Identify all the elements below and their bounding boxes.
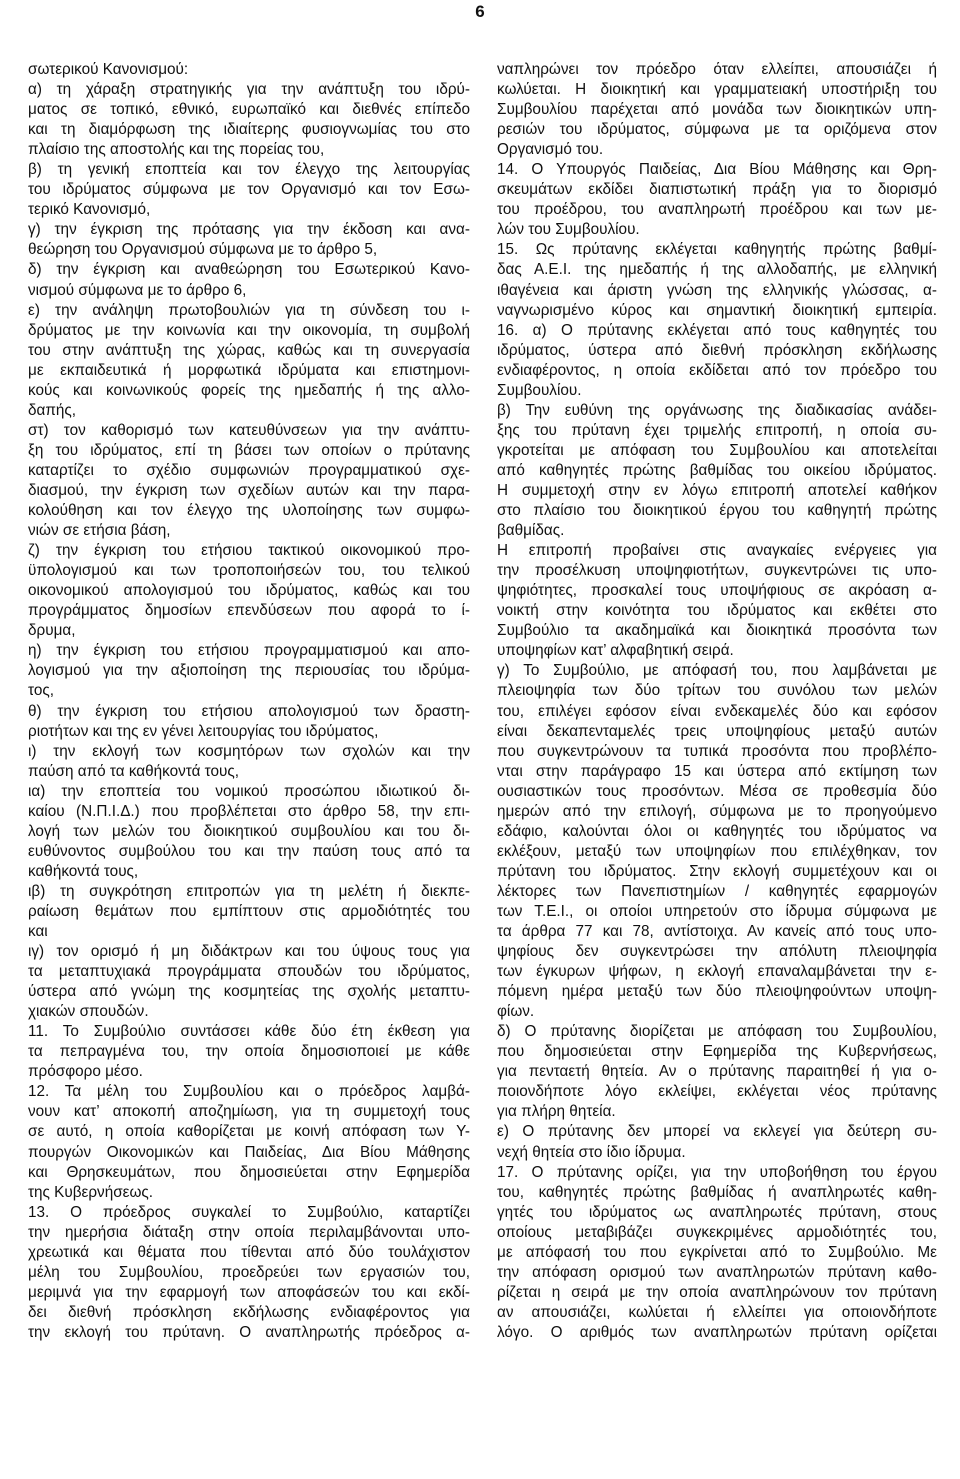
text-line: β) Την ευθύνη της οργάνωσης της διαδικασίας ανάδει- (497, 401, 937, 419)
text-line: ματος σε τοπικό, εθνικό, ευρωπαϊκό και διεθνές επίπεδο (28, 101, 470, 119)
text-line: ναγνωρισμένο κύρος και σημαντική διοικητική εμπειρία. (497, 301, 937, 319)
right-column (497, 60, 937, 1343)
text-line: κολούθηση και τον έλεγχο της υλοποίησης των συμφω- (28, 502, 470, 520)
text-line: προγράμματος δημοσίων επενδύσεων που αφορά το ί- (28, 602, 470, 620)
text-line: λόγο. Ο αριθμός των αναπληρωτών πρύτανη ορίζεται (497, 1323, 937, 1341)
text-line: υποψηφίων κατ’ αλφαβητική σειρά. (497, 642, 734, 660)
text-line: καίου (Ν.Π.Ι.Δ.) που προβλέπεται στο άρθρο 58, την επι- (28, 802, 470, 820)
text-line: λέκτορες των Πανεπιστημίων / καθηγητές εφαρμογών (497, 882, 937, 900)
text-line: ρεσιών του ιδρύματος, σύμφωνα με τα οριζόμενα στον (497, 121, 937, 139)
text-line: ε) την ανάληψη πρωτοβουλιών για τη σύνδεση του ι- (28, 301, 470, 319)
text-line: νοικτή στην κοινότητα του ιδρύματος και εκθέτει στο (497, 602, 937, 620)
text-line: για πλήρη θητεία. (497, 1103, 616, 1121)
text-line: ια) την εποπτεία του νομικού προσώπου ιδιωτικού δι- (28, 782, 470, 800)
text-line: πουργών Οικονομικών και Παιδείας, Δια Βίου Μάθησης (28, 1143, 470, 1161)
text-line: 16. α) Ο πρύτανης εκλέγεται από τους καθηγητές του (497, 321, 937, 339)
text-line: κούς και κοινωνικούς φορείς της ημεδαπής ή της αλλο- (28, 381, 470, 399)
text-line: και Θρησκευμάτων, που δημοσιεύεται στην Εφημερίδα (28, 1163, 470, 1181)
text-line: πρύτανη του ιδρύματος. Στην εκλογή συμμετέχουν και οι (497, 862, 937, 880)
text-line: χρεωτικά και θέματα που τίθενται από δύο τουλάχιστον (28, 1243, 470, 1261)
text-line: νουν κατ’ αποκοπή αποζημίωση, για τη συμμετοχή τους (28, 1103, 470, 1121)
text-line: των έγκυρων ψήφων, η εκλογή επαναλαμβάνεται την ε- (497, 963, 937, 981)
left-column (28, 60, 470, 1343)
text-line: ουσιαστικών τους προσόντων. Μέσα σε προθεσμία δύο (497, 782, 937, 800)
text-line: Η συμμετοχή στην εν λόγω επιτροπή αποτελεί καθήκον (497, 481, 937, 499)
text-line: δ) Ο πρύτανης διορίζεται με απόφαση του Συμβουλίου, (497, 1023, 937, 1041)
text-line: νισμού σύμφωνα με το άρθρο 6, (28, 281, 247, 299)
text-line: ιδρύματος, ύστερα από διεθνή πρόσκληση εκδήλωσης (497, 341, 937, 359)
text-line: θ) την έγκριση του ετήσιου απολογισμού των δραστη- (28, 702, 470, 720)
text-line: λογή των μελών του διοικητικού συμβουλίου και του δι- (28, 822, 470, 840)
text-line: με εκπαιδευτικά ή μορφωτικά ιδρύματα και επιστημονι- (28, 361, 470, 379)
text-line: και τη διαμόρφωση της ιδιαίτερης φυσιογνωμίας του στο (28, 121, 470, 139)
text-line: 11. Το Συμβούλιο συντάσσει κάθε δύο έτη έκθεση για (28, 1023, 470, 1041)
text-line: της Κυβερνήσεως. (28, 1183, 154, 1201)
text-line: Οργανισμό του. (497, 141, 604, 159)
text-line: σε αυτό, η οποία καθορίζεται με κοινή απόφαση των Υ- (28, 1123, 470, 1141)
text-line: σκευμάτων εκδίδει διαπιστωτική πράξη για το διορισμό (497, 181, 937, 199)
text-line: 17. Ο πρύτανης ορίζει, για την υποβοήθηση του έργου (497, 1163, 937, 1181)
text-line: καθήκοντά τους, (28, 862, 139, 880)
text-line: β) τη γενική εποπτεία και τον έλεγχο της λειτουργίας (28, 161, 470, 179)
text-line: θεώρηση του Οργανισμού σύμφωνα με το άρθρο 5, (28, 241, 378, 259)
text-line: γ) Το Συμβούλιο, με απόφασή του, που λαμβάνεται με (497, 662, 937, 680)
text-line: ψηφίους δεν συγκεντρώσει την απόλυτη πλειοψηφία (497, 943, 937, 961)
text-line: φίων. (497, 1003, 535, 1021)
text-line: την απόφαση ορισμού των αναπληρωτών πρύτανη καθο- (497, 1263, 937, 1281)
text-line: από καθηγητές πρώτης βαθμίδας του οικείου ιδρύματος. (497, 461, 937, 479)
text-line: γκροτείται με απόφαση του Συμβουλίου και αποτελείται (497, 441, 937, 459)
text-line: του, επιλέγει εφόσον είναι ενδεκαμελές δύο και εφόσον (497, 702, 937, 720)
text-line: δας Α.Ε.Ι. της ημεδαπής ή της αλλοδαπής, με ελληνική (497, 261, 937, 279)
text-line: ραίωση θεμάτων που εμπίπτουν στις αρμοδιότητές του (28, 902, 470, 920)
text-line: δρύματος με την κοινωνία και την οικονομία, τη συμβολή (28, 321, 470, 339)
text-line: ναπληρώνει τον πρόεδρο όταν ελλείπει, απουσιάζει ή (497, 61, 937, 78)
text-line: τος, (28, 682, 54, 700)
text-line: εδάφιο, καλούνται όλοι οι καθηγητές του ιδρύματος να (497, 822, 937, 840)
text-line: γ) την έγκριση της πρότασης για την έκδοση και ανα- (28, 221, 470, 239)
text-line: με απόφασή του που εγκρίνεται από το Συμβούλιο. Με (497, 1243, 937, 1261)
text-line: νιών σε ετήσια βάση, (28, 522, 171, 540)
text-line: βαθμίδας. (497, 522, 565, 540)
text-line: οποίους μεταβιβάζει συγκεκριμένες αρμοδιότητές του, (497, 1223, 937, 1241)
text-line: που δημοσιεύεται στην Εφημερίδα της Κυβερνήσεως, (497, 1043, 937, 1061)
text-line: τα πεπραγμένα του, την οποία δημοσιοποιεί με κάθε (28, 1043, 470, 1061)
text-line: του προέδρου, του αναπληρωτή προέδρου και των με- (497, 201, 937, 219)
text-line: στο πλαίσιο του διοικητικού έργου του καθηγητή πρώτης (497, 502, 937, 520)
text-line: την εκλογή του πρύτανη. Ο αναπληρωτής πρόεδρος α- (28, 1323, 470, 1341)
text-line: εκλέξουν, μεταξύ των υποψηφίων που επιλέχθηκαν, τον (497, 842, 937, 860)
text-line: 13. Ο πρόεδρος συγκαλεί το Συμβούλιο, καταρτίζει (28, 1203, 470, 1221)
text-line: διασμού, την έγκριση των σχεδίων αυτών και την παρα- (28, 481, 470, 499)
text-line: για πενταετή θητεία. Αν ο πρύτανης παραιτηθεί ή για ο- (497, 1063, 937, 1081)
text-line: αν απουσιάζει, κωλύεται ή ελλείπει για οποιονδήποτε (497, 1303, 937, 1321)
text-line: ευθύνοντος συμβούλου του και την παύση τους από τα (28, 842, 470, 860)
text-line: Συμβούλιο τα ακαδημαϊκά και διοικητικά προσόντα των (497, 622, 937, 640)
text-line: Η επιτροπή προβαίνει στις αναγκαίες ενέργειες για (497, 542, 937, 560)
text-line: των Τ.Ε.Ι., οι οποίοι υπηρετούν στο ίδρυμα σύμφωνα με (497, 902, 937, 920)
page-number: 6 (475, 2, 485, 21)
text-line: του, καθηγητές πρώτης βαθμίδας ή αναπληρωτές καθη- (497, 1183, 937, 1201)
text-line: πρόσφορο μέσο. (28, 1063, 143, 1081)
text-line: γητές του ιδρύματος ως αναπληρωτές πρύτανη, στους (497, 1203, 937, 1221)
text-line: ριοτήτων και της εν γένει λειτουργίας του ιδρύματος, (28, 722, 379, 740)
text-line: ζ) την έγκριση του ετήσιου τακτικού οικονομικού προ- (28, 542, 470, 560)
text-line: ιγ) τον ορισμό ή μη διδάκτρων και του ύψους τους για (28, 943, 470, 961)
text-line: οικονομικού απολογισμού του ιδρύματος, καθώς και του (28, 582, 470, 600)
text-line: ενδιαφέροντος, η οποία εκδίδεται από τον πρόεδρο του (497, 361, 937, 379)
text-line: νεχή θητεία στο ίδιο ίδρυμα. (497, 1143, 686, 1161)
text-line: λών του Συμβουλίου. (497, 221, 640, 239)
text-line: πλειοψηφία των δύο τρίτων του συνόλου των μελών (497, 682, 937, 700)
text-line: κωλύεται. Η διοικητική και γραμματειακή υποστήριξη του (497, 81, 937, 99)
text-line: μέλη του Συμβουλίου, προεδρεύει των εργασιών του, (28, 1263, 470, 1281)
text-line: νται στην παράγραφο 15 και ύστερα από εκτίμηση των (497, 762, 937, 780)
text-line: ιβ) τη συγκρότηση επιτροπών για τη μελέτη ή διεκπε- (28, 882, 470, 900)
text-line: ϋπολογισμού και των τροποποιήσεών του, του τελικού (28, 562, 470, 580)
text-line: τερικό Κανονισμό, (28, 201, 151, 219)
text-line: η) την έγκριση του ετήσιου προγραμματισμού και απο- (28, 642, 470, 660)
text-line: και (28, 923, 48, 941)
text-line: πόμενη ημέρα μεταξύ των δύο πλειοψηφούντων υποψη- (497, 983, 937, 1001)
text-line: ξης του πρύτανη έχει τριμελής επιτροπή, η οποία συ- (497, 421, 937, 439)
text-line: μεριμνά για την εφαρμογή των αποφάσεών του και εκδί- (28, 1283, 470, 1301)
text-line: 12. Τα μέλη του Συμβουλίου και ο πρόεδρος λαμβά- (28, 1083, 470, 1101)
text-line: τα μεταπτυχιακά προγράμματα σπουδών του ιδρύματος, (28, 963, 470, 981)
text-line: στ) τον καθορισμό των κατευθύνσεων για την ανάπτυ- (28, 421, 470, 439)
text-line: ξη του ιδρύματος, επί τη βάσει των οποίων ο πρύτανης (28, 441, 470, 459)
text-line: Συμβουλίου παρέχεται από μονάδα των διοικητικών υπη- (497, 101, 937, 119)
text-line: σωτερικού Κανονισμού: (28, 61, 189, 78)
text-line: α) τη χάραξη στρατηγικής για την ανάπτυξη του ιδρύ- (28, 81, 470, 99)
text-line: ε) Ο πρύτανης δεν μπορεί να εκλεγεί για δεύτερη συ- (497, 1123, 937, 1141)
text-line: καταρτίζει το σχέδιο συμφωνιών προγραμματικού σχε- (28, 461, 470, 479)
text-line: ιθαγένεια και άριστη γνώση της ελληνικής γλώσσας, α- (497, 281, 937, 299)
text-line: είναι δεκαπενταμελές τρεις υποψηφίους μεταξύ αυτών (497, 722, 937, 740)
text-line: ψηφιότητες, προσκαλεί τους υποψήφιους σε ακρόαση α- (497, 582, 937, 600)
text-line: την ημερήσια διάταξη στην οποία περιλαμβάνονται υπο- (28, 1223, 470, 1241)
text-line: ι) την εκλογή των κοσμητόρων των σχολών και την (28, 742, 470, 760)
text-line: την προσέλκυση υποψηφιοτήτων, συγκεντρώνει τις υπο- (497, 562, 937, 580)
text-line: δαπής, (28, 401, 77, 419)
text-line: 15. Ως πρύτανης εκλέγεται καθηγητής πρώτης βαθμί- (497, 241, 937, 259)
text-line: δρυμα, (28, 622, 76, 640)
text-line: 14. Ο Υπουργός Παιδείας, Δια Βίου Μάθησης και Θρη- (497, 161, 937, 179)
text-line: παύση από τα καθήκοντά τους, (28, 762, 239, 780)
text-line: ποιονδήποτε λόγο εκλείψει, εκλέγεται νέος πρύτανης (497, 1083, 937, 1101)
text-line: χιακών σπουδών. (28, 1003, 149, 1021)
text-line: που συγκεντρώνουν τα τυπικά προσόντα που προβλέπο- (497, 742, 937, 760)
text-line: λογισμού για την αξιοποίηση της περιουσίας του ιδρύμα- (28, 662, 470, 680)
text-line: δ) την έγκριση και αναθεώρηση του Εσωτερικού Κανο- (28, 261, 470, 279)
text-line: πλαίσιο της αποστολής και της πορείας του, (28, 141, 325, 159)
text-line: δει διεθνή πρόσκληση εκδήλωσης ενδιαφέροντος για (28, 1303, 470, 1321)
text-line: του στην ανάπτυξη της χώρας, καθώς και τη συνεργασία (28, 341, 470, 359)
text-line: Συμβουλίου. (497, 381, 582, 399)
text-line: ημερών από την επιλογή, σύμφωνα με το προηγούμενο (497, 802, 937, 820)
text-line: του ιδρύματος σύμφωνα με τον Οργανισμό και τον Εσω- (28, 181, 470, 199)
text-line: τα άρθρα 77 και 78, αντίστοιχα. Αν κανείς από τους υπο- (497, 923, 937, 941)
text-line: ρίζεται η σειρά με την οποία αναπληρώνουν τον πρύτανη (497, 1283, 937, 1301)
text-line: ύστερα από γνώμη της κοσμητείας της σχολής μεταπτυ- (28, 983, 470, 1001)
